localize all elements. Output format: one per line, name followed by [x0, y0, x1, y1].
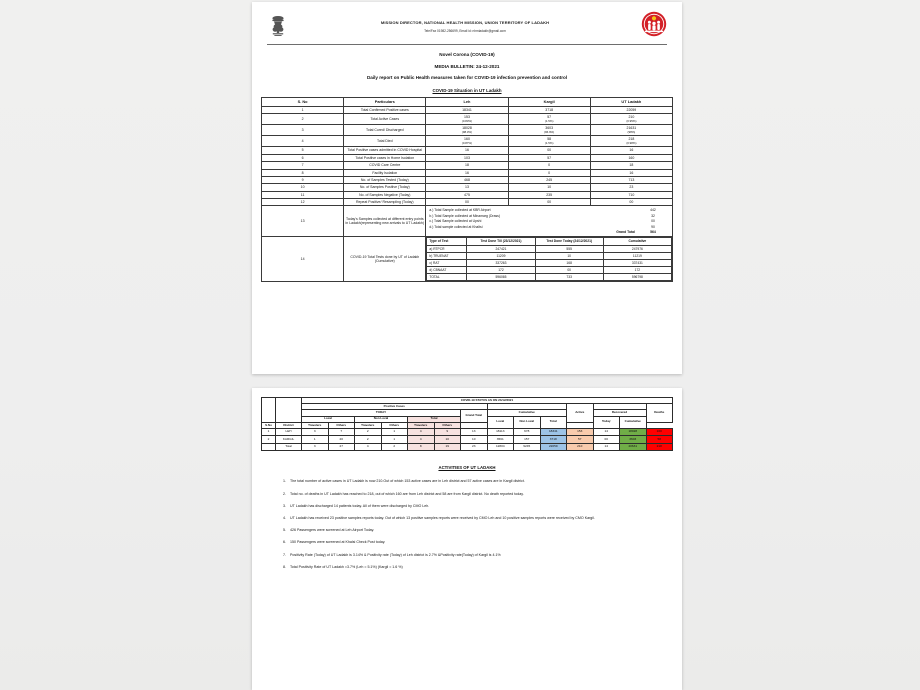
cell-today-total-travelers: 8	[408, 443, 435, 450]
percentage-value: (0.83%)	[461, 118, 473, 123]
tests-row	[427, 252, 672, 259]
col-sno: S. No	[262, 98, 344, 107]
test-cumulative: 11219	[603, 252, 671, 259]
activity-item: 8. Total Positivity Rate of UT Ladakh =3.7% (Leh = 5.1%) (Kargil = 1.6 %)	[287, 565, 673, 570]
cell-today-total-others: 9	[434, 428, 461, 435]
cell-cumulative-nonlocal: 9245	[514, 443, 541, 450]
cell-particular: COVID Care Centre	[344, 162, 426, 169]
cell-ut-ladakh: 218 (0.98%)	[590, 136, 672, 147]
test-today: 168	[535, 259, 603, 266]
test-cumulative: 596798	[603, 274, 671, 281]
cell-particular: Today's Samples collected at different entry points in Ladakh(representing new arrivals to UT Ladakh)	[344, 206, 426, 237]
cell-leh: 16	[426, 169, 508, 176]
hdr-total-travelers: Travelers	[408, 422, 435, 428]
cell-ut-ladakh: 21631 (98%)	[590, 125, 672, 136]
cell-particular: Total Active Cases	[344, 114, 426, 125]
cell-sno: 14	[262, 237, 344, 282]
cell-today-local-travelers: 1	[302, 436, 329, 443]
col-kargil: Kargil	[508, 98, 590, 107]
table-row	[262, 136, 673, 147]
group-deaths: Deaths	[646, 404, 673, 423]
nhm-logo-icon	[641, 11, 667, 42]
cell-leh: 103	[426, 154, 508, 161]
test-today: 733	[535, 274, 603, 281]
subgroup-grand-total: Grand Total	[461, 410, 488, 422]
cell-sno: 11	[262, 191, 344, 198]
cell-sno: 2	[262, 436, 276, 443]
cell-today-nonlocal-travelers: 4	[355, 443, 382, 450]
cell-leh: 16	[426, 147, 508, 154]
cell-sno: 9	[262, 176, 344, 183]
subgroup-recovered: Recovered	[593, 410, 646, 416]
table-row	[262, 199, 673, 206]
subsub-local: Local	[302, 416, 355, 422]
test-type: d) CBNAAT	[427, 266, 467, 273]
activities-list	[261, 479, 673, 570]
situation-table	[261, 97, 673, 282]
situation-heading: COVID-19 Situation in UT Ladakh	[432, 88, 502, 93]
test-till: 247421	[467, 245, 535, 252]
cell-particular: No. of Samples Tested (Today)	[344, 176, 426, 183]
hdr-local-travelers: Travelers	[302, 422, 329, 428]
status-row	[262, 428, 673, 435]
percentage-value: (1.5%)	[544, 118, 554, 123]
test-type: a) RTPCR	[427, 245, 467, 252]
test-type: b) TRUENAT	[427, 252, 467, 259]
status-row	[262, 436, 673, 443]
tests-row	[427, 245, 672, 252]
cell-kargil: 57	[508, 154, 590, 161]
cell-particular: COVID-19 Total Tests done by UT of Ladakh (Cumulative)	[344, 237, 426, 282]
cell-today-nonlocal-others: 2	[381, 443, 408, 450]
cell-entry-points	[426, 206, 673, 237]
cell-kargil: 0	[508, 169, 590, 176]
percentage-value: (96.9%)	[544, 129, 555, 134]
cell-leh: 153 (0.83%)	[426, 114, 508, 125]
table-row	[262, 125, 673, 136]
percentage-value: (0.87%)	[461, 140, 473, 145]
cell-deaths: 160	[646, 428, 673, 435]
subsub-rec-today: Today	[593, 416, 620, 428]
cell-active: 57	[567, 436, 594, 443]
cell-kargil: 00	[508, 147, 590, 154]
cell-sno: 10	[262, 184, 344, 191]
cell-ut-ladakh: 16	[590, 147, 672, 154]
test-till: 337263	[467, 259, 535, 266]
cell-grand-total: 23	[461, 443, 488, 450]
bulletin-title: Novel Corona (COVID-19)	[439, 52, 495, 57]
cell-ut-ladakh: 713	[590, 176, 672, 183]
group-positive-cases: Positive Cases	[302, 404, 488, 410]
table-row-tests	[262, 237, 673, 282]
entry-point-value: 442	[650, 208, 656, 213]
cell-cumulative-nonlocal: 157	[514, 436, 541, 443]
cell-ut-ladakh: 160	[590, 154, 672, 161]
test-cumulative: 337431	[603, 259, 671, 266]
cell-today-local-others: 20	[328, 436, 355, 443]
cell-recovered-cumulative: 20631	[620, 443, 647, 450]
cell-leh: 475	[426, 191, 508, 198]
document-page-1	[252, 2, 682, 374]
cell-leh: 13	[426, 184, 508, 191]
cell-particular: Total Positive cases in Home Isolation	[344, 154, 426, 161]
grand-total-value: 564	[650, 230, 656, 235]
cell-cumulative-local: 12804	[487, 443, 514, 450]
cell-district: KARGIL	[276, 436, 302, 443]
test-cumulative: 247976	[603, 245, 671, 252]
status-row	[262, 443, 673, 450]
cell-today-total-others: 19	[434, 443, 461, 450]
test-till: 596065	[467, 274, 535, 281]
cell-kargil: 3603 (96.9%)	[508, 125, 590, 136]
bulletin-date: MEDIA BULLETIN: 24-12-2021	[434, 64, 500, 69]
cell-sno: 8	[262, 169, 344, 176]
table-row	[262, 114, 673, 125]
group-active: Active	[567, 404, 594, 423]
test-today: 10	[535, 252, 603, 259]
grand-total-row	[428, 230, 670, 236]
entry-point-label: b.) Total Sample collected at Minamarg (Drass)	[429, 213, 500, 218]
cell-sno: 2	[262, 114, 344, 125]
percentage-value: (98%)	[627, 129, 636, 134]
cell-grand-total: 13	[461, 428, 488, 435]
cell-sno: 3	[262, 125, 344, 136]
table-row	[262, 147, 673, 154]
cell-tests-breakdown	[426, 237, 673, 282]
cell-today-nonlocal-travelers: 2	[355, 436, 382, 443]
cell-particular: Facility Isolation	[344, 169, 426, 176]
tests-row	[427, 274, 672, 281]
cell-cumulative-total: 18341	[540, 428, 567, 435]
bulletin-subtitle: Daily report on Public Health measures taken for COVID-19 infection prevention and control	[366, 75, 568, 80]
activity-item: 1. The total number of active cases in UT Ladakh is now 210.Out of which 153 active cases are in Leh district and 57 active cases are in Kargil district.	[287, 479, 673, 484]
test-today: 555	[535, 245, 603, 252]
cell-recovered-today: 14	[593, 443, 620, 450]
cell-cumulative-total: 22059	[540, 443, 567, 450]
col-ut-ladakh: UT Ladakh	[590, 98, 672, 107]
subsub-non-local: Non Local	[355, 416, 408, 422]
cell-ut-ladakh: 710	[590, 191, 672, 198]
activity-item: 5. 426 Passengers were screened at Leh Airport Today.	[287, 528, 673, 533]
cell-kargil: 57 (1.5%)	[508, 114, 590, 125]
subsub-cum-non-local: Non Local	[514, 416, 541, 428]
cell-recovered-today: 14	[593, 428, 620, 435]
cell-district: LEH	[276, 428, 302, 435]
cell-ut-ladakh: 210 (0.95%)	[590, 114, 672, 125]
cell-today-nonlocal-others: 1	[381, 436, 408, 443]
cell-sno: 1	[262, 107, 344, 114]
table-row	[262, 169, 673, 176]
percentage-value: (98.3%)	[461, 129, 473, 134]
cell-ut-ladakh: 18	[590, 162, 672, 169]
cell-kargil: 235	[508, 191, 590, 198]
percentage-value: (0.95%)	[626, 118, 637, 123]
cell-sno: 7	[262, 162, 344, 169]
cell-deaths: 218	[646, 443, 673, 450]
cell-deaths: 58	[646, 436, 673, 443]
cell-recovered-cumulative: 3603	[620, 436, 647, 443]
subgroup-today: TODAY	[302, 410, 461, 416]
hdr-total-others: Others	[434, 422, 461, 428]
tests-col-header: Test Done Till (23/12/2021)	[467, 238, 535, 245]
entry-point-value: 90	[651, 224, 655, 229]
activity-item: 7. Positivity Rate (Today) of UT Ladakh is 3.14% & Positivity rate (Today) of Leh district is 2.7% &Positivity rate(Today) of Kargil is 4.1%	[287, 553, 673, 558]
india-state-emblem-icon	[267, 14, 289, 40]
cell-today-total-travelers: 4	[408, 428, 435, 435]
cell-sno: 5	[262, 147, 344, 154]
letterhead	[261, 9, 673, 42]
activity-item: 6. 150 Passengers were screened at Khalsi Check Post today.	[287, 540, 673, 545]
title-block	[261, 52, 673, 93]
hdr-nonlocal-others: Others	[381, 422, 408, 428]
subsub-total: Total	[408, 416, 461, 422]
cell-today-local-travelers: 3	[302, 443, 329, 450]
cell-cumulative-total: 3718	[540, 436, 567, 443]
hdr-sno: S.No	[262, 422, 276, 428]
percentage-value: (1.5%)	[544, 140, 554, 145]
entry-point-label: d.) Total sample collected at Khaltsi	[429, 224, 483, 229]
test-type: TOTAL	[427, 274, 467, 281]
tests-col-header: Cumulative	[603, 238, 671, 245]
cell-active: 210	[567, 443, 594, 450]
cell-recovered-cumulative: 18028	[620, 428, 647, 435]
letterhead-divider	[267, 44, 667, 45]
cell-kargil: 3718	[508, 107, 590, 114]
cell-leh: 18341	[426, 107, 508, 114]
cell-kargil: 10	[508, 184, 590, 191]
cell-leh: 468	[426, 176, 508, 183]
cell-particular: Repeat Positive/ Resampling (Today)	[344, 199, 426, 206]
hdr-nonlocal-travelers: Travelers	[355, 422, 382, 428]
entry-point-label: a.) Total Sample collected at KBR Airport	[429, 208, 491, 213]
cell-particular: No. of Samples Positive (Today)	[344, 184, 426, 191]
col-particulars: Particulars	[344, 98, 426, 107]
test-type: c) RAT	[427, 259, 467, 266]
table-header-row	[262, 98, 673, 107]
cell-grand-total: 10	[461, 436, 488, 443]
cell-recovered-today: 00	[593, 436, 620, 443]
cell-ut-ladakh: 23	[590, 184, 672, 191]
entry-point-label: c.) Total Sample collected at Upshi	[429, 219, 482, 224]
tests-row	[427, 259, 672, 266]
subgroup-cumulative: Cumulative	[487, 410, 567, 416]
cell-particular: Total Confirmed Positive cases	[344, 107, 426, 114]
test-today: 00	[535, 266, 603, 273]
hdr-local-others: Others	[328, 422, 355, 428]
cell-ut-ladakh: 16	[590, 169, 672, 176]
cell-today-local-others: 7	[328, 428, 355, 435]
cell-ut-ladakh: 00	[590, 199, 672, 206]
cell-today-nonlocal-travelers: 2	[355, 428, 382, 435]
table-row-entry-points	[262, 206, 673, 237]
cell-sno	[262, 443, 276, 450]
cell-leh: 160 (0.87%)	[426, 136, 508, 147]
subsub-cum-local: Local	[487, 416, 514, 428]
cell-sno: 6	[262, 154, 344, 161]
cell-kargil: 0	[508, 162, 590, 169]
letterhead-line-1: MISSION DIRECTOR, NATIONAL HEALTH MISSION, UNION TERRITORY OF LADAKH	[380, 20, 550, 26]
cell-leh: 18028 (98.3%)	[426, 125, 508, 136]
cell-particular: No. of Samples Negative (Today)	[344, 191, 426, 198]
tests-row	[427, 266, 672, 273]
entry-point-value: 32	[651, 213, 655, 218]
cell-kargil: 00	[508, 199, 590, 206]
status-table-title: COVID-19 STATUS AS ON 24/12/2021	[302, 398, 673, 404]
status-table	[261, 397, 673, 451]
test-cumulative: 172	[603, 266, 671, 273]
subsub-cum-total: Total	[540, 416, 567, 428]
activity-item: 2. Total no. of deaths in UT Ladakh has reached to 218, out of which 160 are from Leh district and 58 are from Kargil district. No death reported today.	[287, 492, 673, 497]
tests-col-header: Test Done Today (24/12/2021)	[535, 238, 603, 245]
cell-sno: 4	[262, 136, 344, 147]
activity-item: 3. UT Ladakh has discharged 14 patients today. All of them were discharged by CMO Leh.	[287, 504, 673, 509]
test-till: 172	[467, 266, 535, 273]
document-page-2	[252, 388, 682, 690]
table-row	[262, 162, 673, 169]
cell-today-total-others: 10	[434, 436, 461, 443]
cell-district: Total	[276, 443, 302, 450]
cell-leh: 00	[426, 199, 508, 206]
subsub-rec-cumulative: Cumulative	[620, 416, 647, 428]
entry-point-value: 00	[651, 219, 655, 224]
activities-heading: ACTIVITIES OF UT LADAKH	[438, 465, 496, 471]
test-till: 11209	[467, 252, 535, 259]
cell-kargil: 58 (1.5%)	[508, 136, 590, 147]
cell-leh: 18	[426, 162, 508, 169]
table-row	[262, 176, 673, 183]
table-row	[262, 107, 673, 114]
cell-ut-ladakh: 22059	[590, 107, 672, 114]
tests-header-row	[427, 238, 672, 245]
activity-item: 4. UT Ladakh has received 23 positive samples reports today. Out of which 13 positive samples reports were received by CMO Leh and 10 positive samples reports were received by CMO Kargil.	[287, 516, 673, 521]
cell-particular: Total Cured/ Discharged	[344, 125, 426, 136]
cell-today-local-travelers: 3	[302, 428, 329, 435]
cell-cumulative-local: 3561	[487, 436, 514, 443]
cell-particular: Total Positive cases admitted in COVID Hospital	[344, 147, 426, 154]
cell-cumulative-nonlocal: 678	[514, 428, 541, 435]
table-row	[262, 191, 673, 198]
cell-particular: Total Died	[344, 136, 426, 147]
cell-today-nonlocal-others: 1	[381, 428, 408, 435]
table-row	[262, 184, 673, 191]
percentage-value: (0.98%)	[626, 140, 637, 145]
cell-cumulative-local: 18113	[487, 428, 514, 435]
hdr-district: District	[276, 422, 302, 428]
grand-total-label: Grand Total	[616, 230, 635, 235]
cell-active: 153	[567, 428, 594, 435]
letterhead-line-2: Tele/Fax 01982-256699, Email id: nhmladakh@gmail.com	[424, 28, 506, 33]
cell-sno: 12	[262, 199, 344, 206]
col-leh: Leh	[426, 98, 508, 107]
cell-kargil: 245	[508, 176, 590, 183]
tests-col-header: Type of Test	[427, 238, 467, 245]
cell-sno: 13	[262, 206, 344, 237]
table-row	[262, 154, 673, 161]
cell-sno: 1	[262, 428, 276, 435]
cell-today-local-others: 27	[328, 443, 355, 450]
cell-today-total-travelers: 4	[408, 436, 435, 443]
